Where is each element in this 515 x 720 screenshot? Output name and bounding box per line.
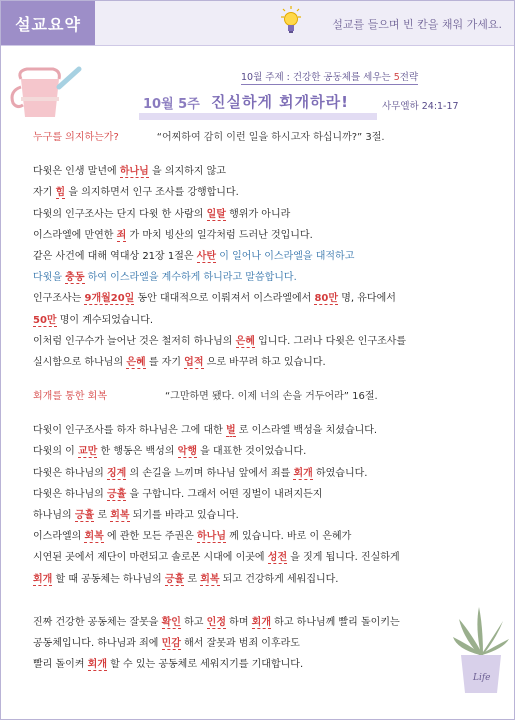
text: 행위가 아니라 (225, 208, 291, 220)
text: 을 구합니다. 그래서 어떤 징벌이 내려지든지 (126, 488, 323, 500)
text-line (33, 288, 493, 309)
monthly-theme (241, 69, 418, 85)
title-highlight-bar (139, 113, 377, 120)
potted-plant-icon (453, 603, 509, 695)
text-line (33, 463, 493, 484)
text: 으로 바꾸려 하고 있습니다. (203, 356, 326, 368)
blank-answer: 하나님 (197, 531, 226, 543)
blank-answer: 회복 (200, 573, 220, 585)
text-line (33, 526, 493, 547)
text-line (33, 182, 493, 203)
text: 을 의지하면서 인구 조사를 강행합니다. (65, 187, 239, 199)
text: 로 이스라엘 백성을 치셨습니다. (235, 425, 378, 437)
text: 빨리 돌이켜 (33, 659, 88, 671)
header-bar (1, 1, 515, 46)
text: 인구조사는 (33, 293, 85, 305)
blank-answer: 충동 (65, 272, 85, 284)
text: 하며 (225, 616, 252, 628)
text: 이스라엘에 만연한 (33, 229, 117, 241)
blank-answer: 악행 (177, 446, 197, 458)
blank-answer: 확인 (161, 616, 181, 628)
theme-highlight: 5 (393, 72, 400, 83)
text-line (33, 420, 493, 441)
text: 이스라엘의 (33, 531, 85, 543)
text: 시연된 곳에서 제단이 마련되고 솔로몬 시대에 이곳에 (33, 552, 268, 564)
theme-suffix: 전략 (399, 72, 419, 83)
text-line (33, 612, 493, 633)
text: 할 수 있는 공동체로 세워지기를 기대합니다. (107, 659, 304, 671)
lightbulb-icon (280, 5, 302, 39)
text: 하나님의 (33, 510, 75, 521)
section-2-title: 회개를 통한 회복 (33, 391, 107, 403)
blank-answer: 하나님 (119, 166, 149, 178)
text: 다윗의 인구조사는 단지 다윗 한 사람의 (33, 208, 207, 220)
week-label: 10월 5주 (143, 97, 200, 112)
text: 을 대표한 것이었습니다. (197, 446, 307, 458)
text: 께 있습니다. 바로 이 은혜가 (225, 531, 352, 543)
text: 의 손길을 느끼며 하나님 앞에서 죄를 (126, 467, 294, 479)
sermon-body (33, 127, 493, 675)
text: 해서 잘못과 범죄 이후라도 (180, 637, 300, 649)
text: 다윗은 하나님의 (33, 488, 107, 500)
text-line (33, 331, 493, 352)
text: 진짜 건강한 공동체는 잘못을 (33, 616, 162, 628)
text: 명이 계수되었습니다. (56, 314, 154, 326)
blank-answer: 회개 (87, 659, 107, 671)
section-1-quote: “어찌하여 감히 이런 일을 하시고자 하십니까?” 3절. (156, 132, 385, 143)
blank-answer: 일탈 (206, 208, 226, 220)
text: 다윗은 인생 말년에 (33, 166, 120, 178)
text: 다윗이 인구조사를 하자 하나님은 그에 대한 (33, 425, 226, 437)
text: 를 자기 (145, 356, 185, 368)
blank-answer: 50만 (33, 314, 57, 326)
text: 실시함으로 하나님의 (33, 356, 127, 368)
text-line (33, 569, 493, 590)
text-line (33, 225, 493, 246)
text-line (33, 310, 493, 331)
blank-answer: 80만 (314, 293, 339, 305)
text: 되고 건강하게 세워집니다. (219, 573, 339, 585)
blank-answer: 회개 (251, 616, 271, 628)
blank-answer: 성전 (267, 552, 288, 564)
blank-answer: 회개 (293, 467, 313, 479)
text: 동안 대대적으로 이뤄져서 이스라엘에서 (134, 293, 315, 305)
pot-label: Life (473, 673, 491, 683)
text: 로 (94, 510, 111, 521)
text-line (33, 633, 493, 654)
blank-answer: 긍휼 (164, 573, 185, 585)
text: 자기 (33, 187, 56, 199)
text-line (33, 441, 493, 462)
text-line (33, 267, 493, 288)
blank-answer: 사탄 (196, 250, 217, 262)
text: 을 짓게 됩니다. 진실하게 (287, 552, 400, 564)
text: 이처럼 인구수가 늘어난 것은 철저히 하나님의 (33, 335, 236, 347)
text: 다윗은 하나님의 (33, 467, 107, 479)
section-1-title: 누구를 의지하는가? (33, 132, 119, 143)
blank-answer: 힘 (55, 187, 66, 199)
blank-answer: 긍휼 (106, 488, 127, 500)
blank-answer: 징계 (106, 467, 127, 479)
section-2-quote: “그만하면 됐다. 이제 너의 손을 거두어라” 16절. (164, 391, 378, 403)
section-heading-2 (33, 386, 493, 407)
theme-prefix: 10월 주제 : 건강한 공동체를 세우는 (241, 72, 394, 83)
text-line (33, 484, 493, 505)
blank-answer: 교만 (78, 446, 98, 458)
text: 로 (184, 573, 201, 585)
text: 하여 이스라엘을 계수하게 하니라고 말씀합니다. (84, 272, 297, 284)
text: 하고 하나님께 빨리 돌이키는 (271, 616, 400, 628)
scripture-reference: 사무엘하 24:1-17 (382, 101, 459, 112)
blank-answer: 회개 (33, 573, 53, 585)
watering-can-icon (7, 61, 85, 121)
blank-answer: 회복 (84, 531, 104, 543)
blank-answer: 민감 (161, 637, 181, 649)
blank-answer: 은혜 (235, 335, 255, 347)
text: 다윗을 (33, 272, 66, 284)
sermon-title: 진실하게 회개하라! (211, 93, 349, 111)
text-line (33, 352, 493, 373)
text-line (33, 547, 493, 568)
text: 같은 사건에 대해 역대상 21장 1절은 (33, 250, 197, 262)
text: 을 의지하지 않고 (148, 166, 226, 178)
blank-answer: 벌 (225, 425, 236, 437)
text-line (33, 161, 493, 182)
text: 명, 유다에서 (338, 293, 396, 305)
text: 하였습니다. (312, 467, 368, 479)
blank-answer: 죄 (116, 229, 127, 241)
text: 한 행동은 백성의 (97, 446, 178, 458)
text: 되기를 바라고 있습니다. (129, 510, 239, 521)
blank-answer: 인정 (206, 616, 226, 628)
text: 공동체입니다. 하나님과 죄에 (33, 637, 162, 649)
text-line (33, 204, 493, 225)
text-line (33, 246, 493, 267)
section-tab: 설교요약 (1, 1, 95, 45)
blank-answer: 긍휼 (74, 510, 95, 521)
text-line (33, 505, 493, 526)
section-heading-1 (33, 127, 493, 148)
blank-answer: 업적 (184, 356, 204, 368)
text: 가 마치 빙산의 일각처럼 드러난 것입니다. (126, 229, 313, 241)
text: 하고 (180, 616, 207, 628)
text: 이 일어나 이스라엘을 대적하고 (216, 250, 355, 262)
blank-answer: 은혜 (126, 356, 146, 368)
instruction-text: 설교를 들으며 빈 칸을 채워 가세요. (332, 18, 502, 31)
text: 입니다. 그러나 다윗은 인구조사를 (254, 335, 407, 347)
text: 다윗의 이 (33, 446, 78, 458)
text-line (33, 654, 493, 675)
blank-answer: 9개월20일 (84, 293, 135, 305)
blank-answer: 회복 (110, 510, 130, 521)
text: 할 때 공동체는 하나님의 (52, 573, 165, 585)
text: 에 관한 모든 주권은 (103, 531, 197, 543)
